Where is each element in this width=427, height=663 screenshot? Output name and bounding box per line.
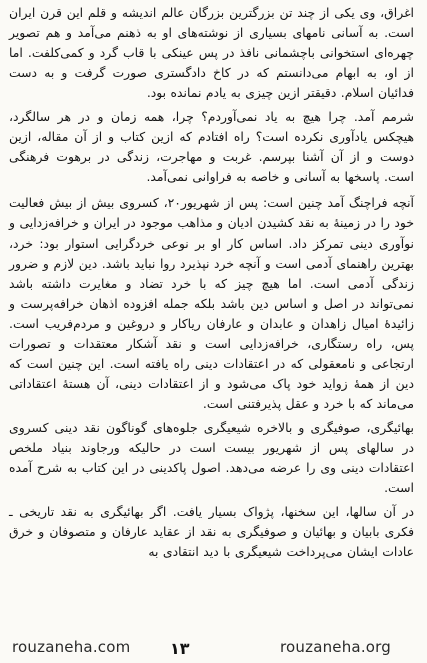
watermark-right: rouzaneha.org (280, 638, 391, 656)
paragraph-2: شرمم آمد. چرا هیچ به یاد نمی‌آوردم؟ چرا، همه زمان و در هر سالگرد، هیچکس یادآوری نکرده است؟ راه افتادم که ازین کتاب و از آن مقاله، ازین دوست و از آن آشنا بپرسم. غربت و مهاجرت، زندگی در برهوت فرهنگی است. پاسخها به آسانی و خاصه به فراوانی نمی‌آمد. (9, 109, 414, 185)
watermark-left: rouzaneha.com (12, 638, 131, 656)
page-number: ۱۳ (170, 639, 190, 658)
page-footer (0, 636, 427, 658)
paragraph-3: آنچه فراچنگ آمد چنین است: پس از شهریور۲۰، کسروی بیش از بیش فعالیت خود را در زمینهٔ به نقد کشیدن ادیان و مذاهب موجود در ایران و خرافه‌زدایی و نوآوری دینی تمرکز داد. اساس کار او بر نوعی خردگرایی استوار بود: خرد، بهترین راهنمای آدمی است و آنچه خرد نپذیرد روا نباید باشد. دین لازم و ضرور زندگی آدمی است. اما هیچ چیز که با خرد تضاد و مغایرت داشته باشد نمی‌تواند در اصل و اساس دین باشد بلکه جمله افزوده اذهان خرافه‌پرست و زائیدهٔ امیال زاهدان و عابدان و عارفان ریاکار و دروغین و مردم‌فریب است. پس، راه رستگاری، خرافه‌زدایی است و نقد آشکار معتقدات و تصورات ارتجاعی و نامعقولی که در اعتقادات دینی راه یافته است. این چنین است که دین از همهٔ زواید خود پاک می‌شود و از اعتقادات دینی، آن هستهٔ اعتقاداتی می‌ماند که با خرد و عقل پذیرفتنی است. (9, 195, 414, 411)
paragraph-5: در آن سالها، این سخنها، پژواک بسیار یافت. اگر بهائیگری به نقد تاریخی ـ فکری بابیان و بهائیان و صوفیگری به نقد از عقاید عارفان و متصوفان و خرق عادات ایشان می‌پرداخت شیعیگری با دید انتقادی به (9, 504, 414, 560)
paragraph-4: بهائیگری، صوفیگری و بالاخره شیعیگری جلوه‌های گوناگون نقد دینی کسروی در سالهای پس از شهریور بیست است در حالیکه ورجاوند بنیاد ملخص اعتقادات دینی وی را عرضه می‌دهد. اصول پاکدینی در این کتاب به شرح آمده است. (9, 419, 414, 496)
paragraph-1: اغراق، وی یکی از چند تن بزرگترین بزرگان عالم اندیشه و قلم این قرن ایران است. به آسانی نامهای بسیاری از نوشته‌های او به ذهنم می‌آمد و هم تصویر چهره‌ای استخوانی باچشمانی نافذ در پس عینکی با قاب گرد و کمی‌کلفت. اما از او، به ابهام می‌دانستم که در کاخ دادگستری صورت گرفت و به دست فدائیان اسلام. دقیقتر ازین چیزی به یادم نمانده بود. (9, 5, 414, 101)
